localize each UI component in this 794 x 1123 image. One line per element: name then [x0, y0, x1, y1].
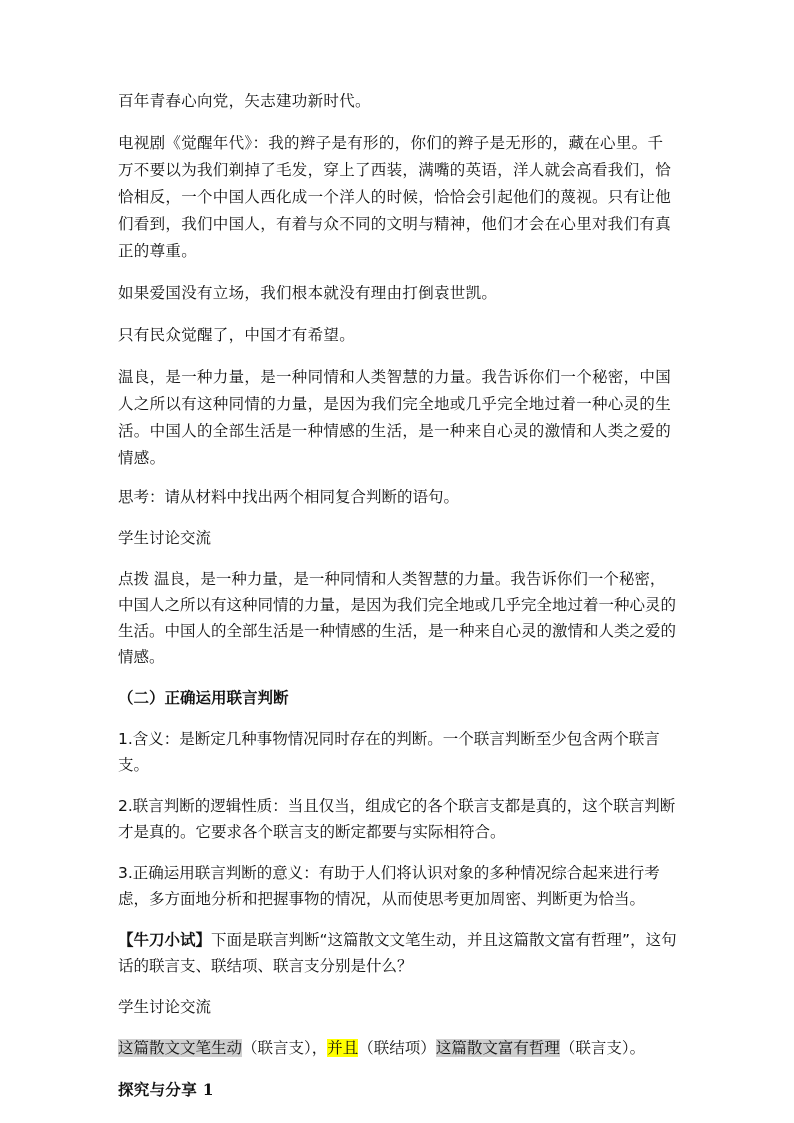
- answer-tag-1: （联言支），: [242, 1039, 328, 1057]
- paragraph-slogan: 百年青春心向党，矢志建功新时代。: [118, 92, 371, 110]
- paragraph-tv-quote: 电视剧《觉醒年代》：我的辫子是有形的，你们的辫子是无形的，藏在心里。千万不要以为我们剃掉了毛发，穿上了西装，满嘴的英语，洋人就会高看我们，恰恰相反，一个中国人西化成一个洋人的时候，恰恰会引起他们的蔑视。只有让他们看到，我们中国人，有着与众不同的文明与精神，他们才会在心里对我们有真正的尊重。: [118, 134, 672, 260]
- trial-text: 下面是联言判断“这篇散文文笔生动，并且这篇散文富有哲理”，这句话的联言支、联结项、联言支分别是什么？: [118, 931, 677, 975]
- paragraph-awakening: 只有民众觉醒了，中国才有希望。: [118, 326, 356, 344]
- answer-connective: 并且: [327, 1039, 359, 1057]
- list-item-definition: 1.含义：是断定几种事物情况同时存在的判断。一个联言判断至少包含两个联言支。: [118, 730, 660, 774]
- paragraph-patriotism: 如果爱国没有立场，我们根本就没有理由打倒袁世凯。: [118, 284, 498, 302]
- section-heading: （二）正确运用联言判断: [118, 689, 289, 707]
- answer-conjunct-1: 这篇散文文笔生动: [118, 1039, 243, 1057]
- list-item-significance: 3.正确运用联言判断的意义：有助于人们将认识对象的多种情况综合起来进行考虑，多方面地分析和把握事物的情况，从而使思考更加周密、判断更为恰当。: [118, 864, 660, 908]
- paragraph-trial: [118, 927, 678, 979]
- document-body: [118, 88, 678, 1103]
- trial-label: 【牛刀小试】: [118, 931, 212, 949]
- answer-tag-3: （联言支）。: [559, 1039, 646, 1057]
- section-heading-explore: 探究与分享 1: [118, 1080, 214, 1099]
- list-item-logic: 2.联言判断的逻辑性质：当且仅当，组成它的各个联言支都是真的，这个联言判断才是真的。它要求各个联言支的断定都要与实际相符合。: [118, 797, 676, 841]
- paragraph-hint: 点拨 温良，是一种力量，是一种同情和人类智慧的力量。我告诉你们一个秘密，中国人之所以有这种同情的力量，是因为我们完全地或几乎完全地过着一种心灵的生活。中国人的全部生活是一种情感的生活，是一种来自心灵的激情和人类之爱的情感。: [118, 570, 677, 666]
- answer-conjunct-2: 这篇散文富有哲理: [435, 1039, 560, 1057]
- answer-tag-2: （联结项）: [358, 1039, 436, 1057]
- paragraph-gentleness: 温良，是一种力量，是一种同情和人类智慧的力量。我告诉你们一个秘密，中国人之所以有这种同情的力量，是因为我们完全地或几乎完全地过着一种心灵的生活。中国人的全部生活是一种情感的生活，是一种来自心灵的激情和人类之爱的情感。: [118, 368, 672, 467]
- paragraph-discussion-2: 学生讨论交流: [118, 998, 212, 1016]
- paragraph-thinking: 思考：请从材料中找出两个相同复合判断的语句。: [118, 488, 460, 506]
- paragraph-answer: [118, 1035, 678, 1061]
- paragraph-discussion: 学生讨论交流: [118, 529, 212, 547]
